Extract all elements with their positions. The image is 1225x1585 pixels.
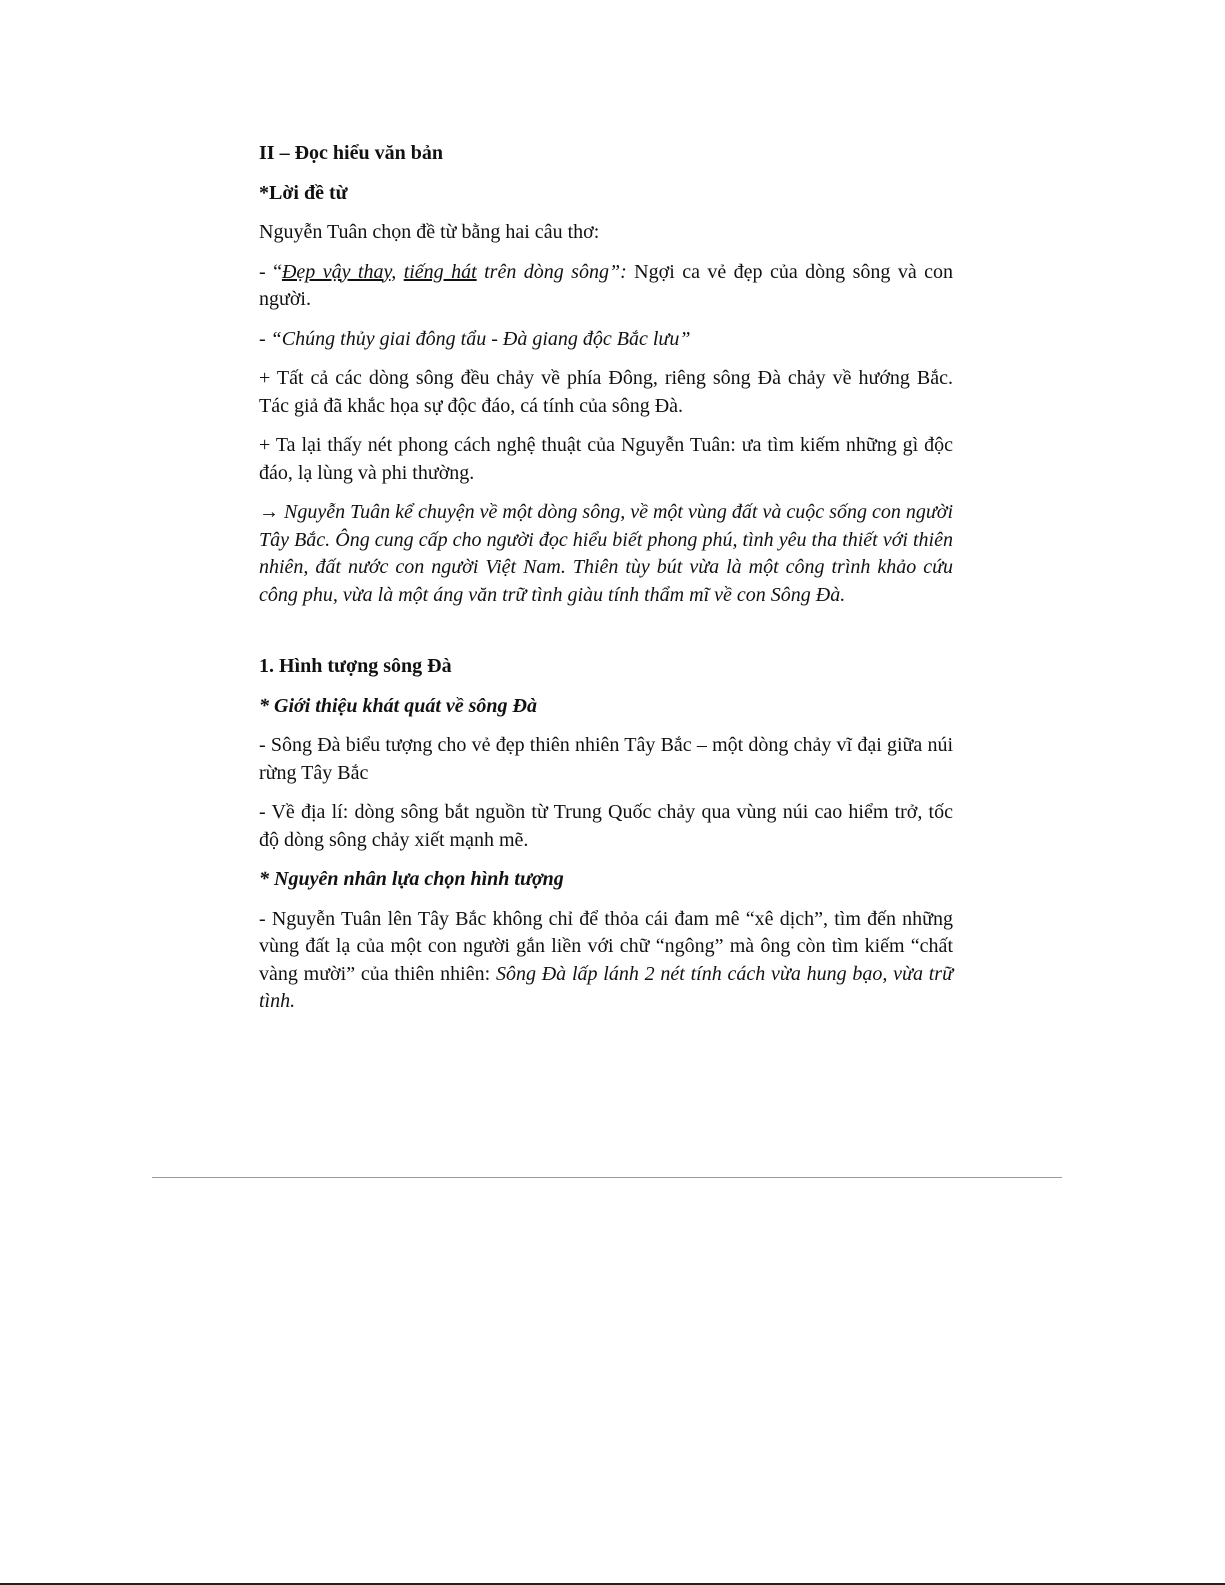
quote1-underlined-1: Đẹp vậy thay, [281,260,397,283]
epigraph-intro: Nguyễn Tuân chọn đề từ bằng hai câu thơ: [259,221,600,243]
section-1-title: 1. Hình tượng sông Đà [259,655,452,677]
subsection-overview-title: * Giới thiệu khát quát về sông Đà [259,694,537,717]
document-body [259,140,953,1028]
quote1-italic-rest: trên dòng sông”: [476,260,627,283]
epigraph-point-1: + Tất cả các dòng sông đều chảy về phía Đông, riêng sông Đà chảy về hướng Bắc. Tác giả đã khắc họa sự độc đáo, cá tính của sông Đà. [259,367,953,417]
quote1-tail: Ngợi ca vẻ đẹp của dòng sông và con người. [259,260,954,310]
quote1-prefix: - “ [259,260,282,283]
epigraph-quote-1 [259,259,953,314]
epigraph-point-2: + Ta lại thấy nét phong cách nghệ thuật của Nguyễn Tuân: ưa tìm kiếm những gì độc đáo, lạ lùng và phi thường. [259,434,953,484]
quote2-italic: “Chúng thủy giai đông tẩu - Đà giang độc Bắc lưu” [270,327,691,350]
epigraph-quote-2 [259,326,953,354]
overview-paragraph-1: - Sông Đà biểu tượng cho vẻ đẹp thiên nhiên Tây Bắc – một dòng chảy vĩ đại giữa núi rừng Tây Bắc [259,734,953,784]
reason-normal-text: - Nguyễn Tuân lên Tây Bắc không chỉ để thỏa cái đam mê “xê dịch”, tìm đến những vùng đất lạ của một con người gắn liền với chữ “ngông” mà ông còn tìm kiếm “chất vàng mười” của thiên nhiên: [259,907,953,985]
subsection-reason-title: * Nguyên nhân lựa chọn hình tượng [259,868,564,890]
section-spacer [259,621,953,653]
reason-italic-text: Sông Đà lấp lánh 2 nét tính cách vừa hung bạo, vừa trữ tình. [259,962,953,1012]
epigraph-conclusion: → Nguyễn Tuân kể chuyện về một dòng sông, về một vùng đất và cuộc sống con người Tây Bắc. Ông cung cấp cho người đọc hiểu biết phong phú, tình yêu tha thiết với thiên nhiên, đất nước con người Việt Nam. Thiên tùy bút vừa là một công trình khảo cứu công phu, vừa là một áng văn trữ tình giàu tính thẩm mĩ về con Sông Đà. [259,501,953,606]
reason-paragraph [259,906,953,1016]
quote1-space [396,261,403,283]
quote2-prefix: - [259,327,271,350]
overview-paragraph-2: - Về địa lí: dòng sông bắt nguồn từ Trung Quốc chảy qua vùng núi cao hiểm trở, tốc độ dòng sông chảy xiết mạnh mẽ. [259,801,953,851]
page-divider [152,1177,1062,1178]
quote1-underlined-2: tiếng hát [403,260,477,283]
section-heading-reading: II – Đọc hiểu văn bản [259,142,443,164]
epigraph-heading: *Lời đề từ [259,181,348,204]
